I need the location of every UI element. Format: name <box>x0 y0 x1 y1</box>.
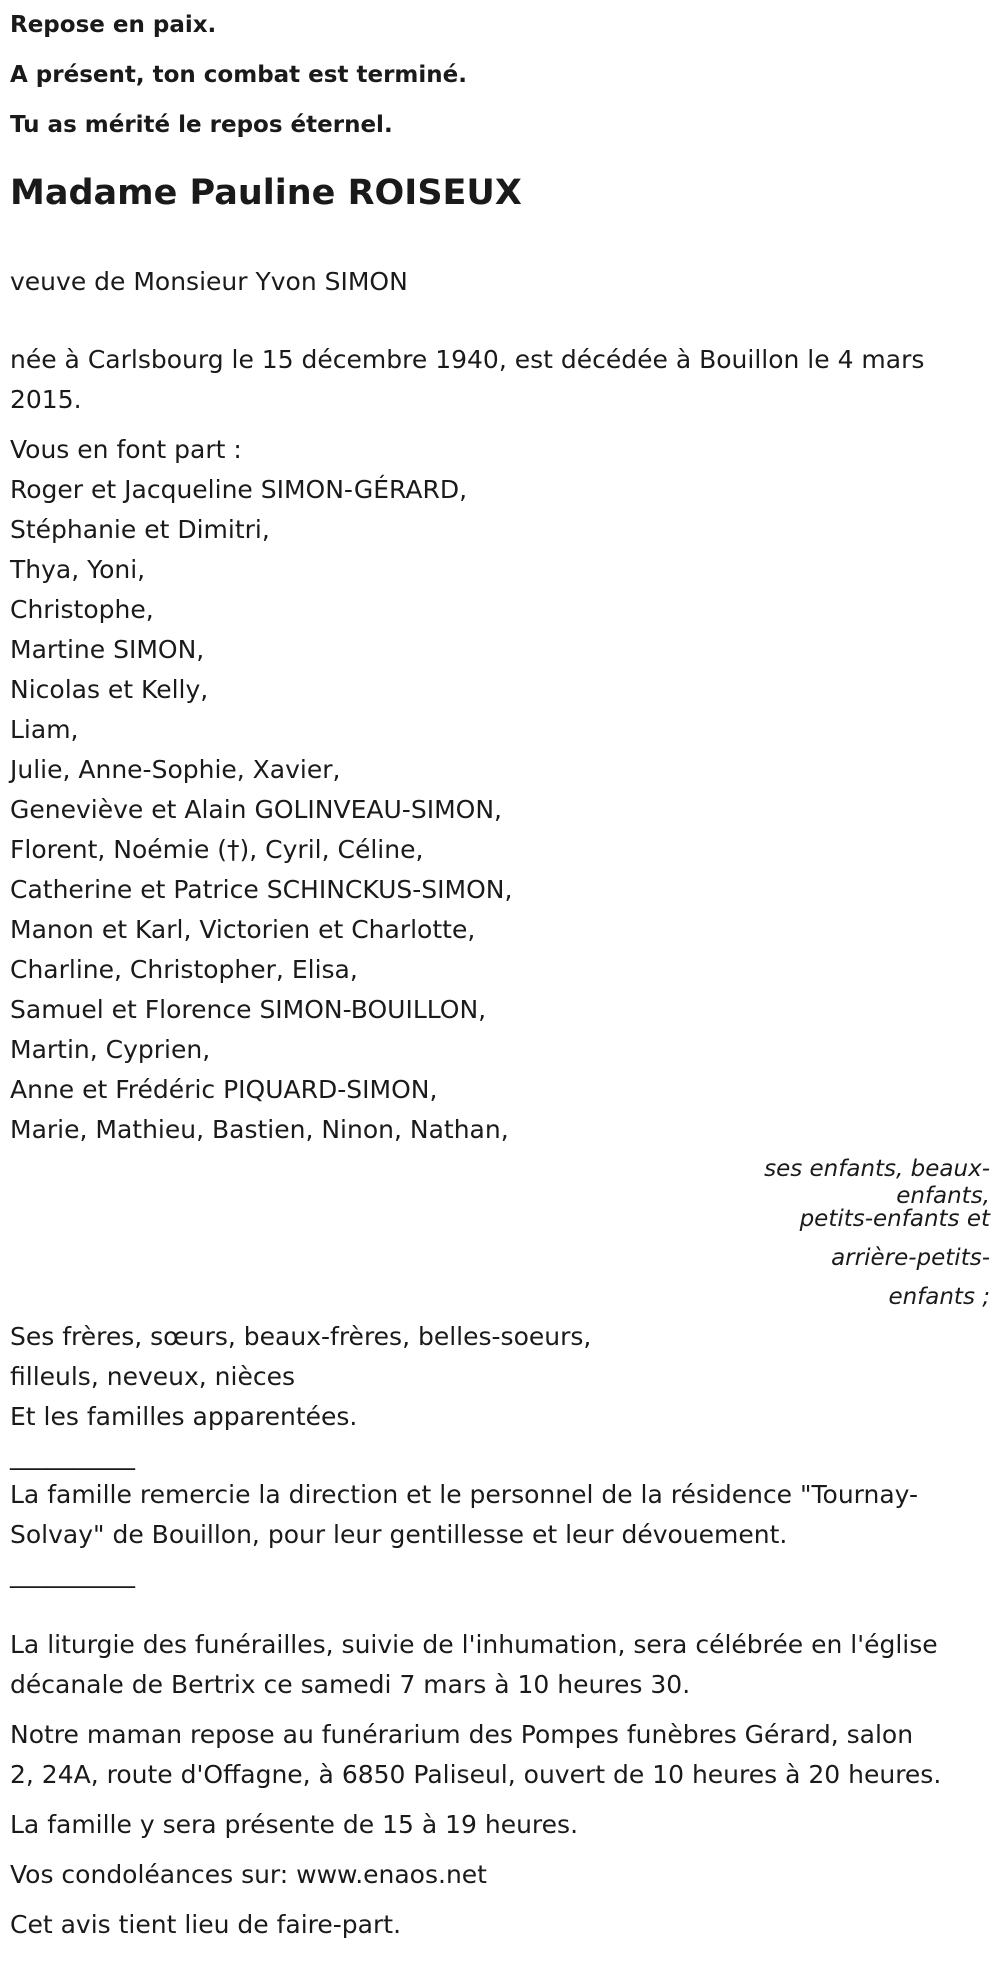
thanks-paragraph <box>10 1475 990 1555</box>
thanks-line-2: Solvay" de Bouillon, pour leur gentillesse et leur dévouement. <box>10 1520 788 1549</box>
liturgy-line-1: La liturgie des funérailles, suivie de l'inhumation, sera célébrée en l'église <box>10 1630 938 1659</box>
deceased-name: Madame Pauline ROISEUX <box>10 173 522 213</box>
family-line: Martine SIMON, <box>10 635 205 664</box>
extended-family-line: Et les familles apparentées. <box>10 1402 358 1431</box>
funerarium-paragraph <box>10 1715 990 1795</box>
family-list <box>10 470 990 1150</box>
separator-line: __________ <box>10 1441 135 1470</box>
birth-death-info <box>10 340 990 420</box>
birth-death-line-1: née à Carlsbourg le 15 décembre 1940, est décédée à Bouillon le 4 mars <box>10 345 925 374</box>
funerarium-line-2: 2, 24A, route d'Offagne, à 6850 Paliseul, ouvert de 10 heures à 20 heures. <box>10 1760 942 1789</box>
extended-family-line: filleuls, neveux, nièces <box>10 1362 295 1391</box>
liturgy-line-2: décanale de Bertrix ce samedi 7 mars à 10 heures 30. <box>10 1670 691 1699</box>
family-line: Charline, Christopher, Elisa, <box>10 955 358 984</box>
widow-of: veuve de Monsieur Yvon SIMON <box>10 267 408 296</box>
family-line: Manon et Karl, Victorien et Charlotte, <box>10 915 476 944</box>
family-line: Geneviève et Alain GOLINVEAU-SIMON, <box>10 795 502 824</box>
verse-line-2: A présent, ton combat est terminé. <box>10 62 467 88</box>
family-line: Catherine et Patrice SCHINCKUS-SIMON, <box>10 875 513 904</box>
birth-death-line-2: 2015. <box>10 385 82 414</box>
announcers-intro: Vous en font part : <box>10 435 242 464</box>
thanks-line-1: La famille remercie la direction et le personnel de la résidence "Tournay- <box>10 1480 919 1509</box>
family-line: Marie, Mathieu, Bastien, Ninon, Nathan, <box>10 1115 509 1144</box>
separator-line: __________ <box>10 1559 135 1588</box>
family-line: Thya, Yoni, <box>10 555 146 584</box>
family-line: Julie, Anne-Sophie, Xavier, <box>10 755 341 784</box>
verse-line-3: Tu as mérité le repos éternel. <box>10 112 393 138</box>
extended-family <box>10 1317 990 1437</box>
family-line: Nicolas et Kelly, <box>10 675 209 704</box>
family-line: Stéphanie et Dimitri, <box>10 515 270 544</box>
relation-line: enfants ; <box>888 1284 990 1310</box>
family-line: Anne et Frédéric PIQUARD-SIMON, <box>10 1075 438 1104</box>
relation-line: arrière-petits- <box>831 1245 990 1271</box>
relation-line: ses enfants, beaux- <box>764 1156 990 1182</box>
extended-family-line: Ses frères, sœurs, beaux-frères, belles-soeurs, <box>10 1322 592 1351</box>
liturgy-paragraph <box>10 1625 990 1705</box>
family-line: Samuel et Florence SIMON-BOUILLON, <box>10 995 487 1024</box>
relation-line: enfants, <box>896 1183 990 1209</box>
verse-line-1: Repose en paix. <box>10 12 217 38</box>
relation-caption <box>755 1150 990 1317</box>
family-line: Florent, Noémie (†), Cyril, Céline, <box>10 835 424 864</box>
funerarium-line-1: Notre maman repose au funérarium des Pompes funèbres Gérard, salon <box>10 1720 914 1749</box>
relation-line: petits-enfants et <box>799 1206 990 1232</box>
family-line: Liam, <box>10 715 79 744</box>
condolences-text: Vos condoléances sur: www.enaos.net <box>10 1860 487 1889</box>
family-presence: La famille y sera présente de 15 à 19 heures. <box>10 1810 579 1839</box>
notice-text: Cet avis tient lieu de faire-part. <box>10 1910 402 1939</box>
obituary-notice <box>10 0 990 1945</box>
family-line: Martin, Cyprien, <box>10 1035 211 1064</box>
family-line: Roger et Jacqueline SIMON-GÉRARD, <box>10 475 468 504</box>
family-line: Christophe, <box>10 595 154 624</box>
